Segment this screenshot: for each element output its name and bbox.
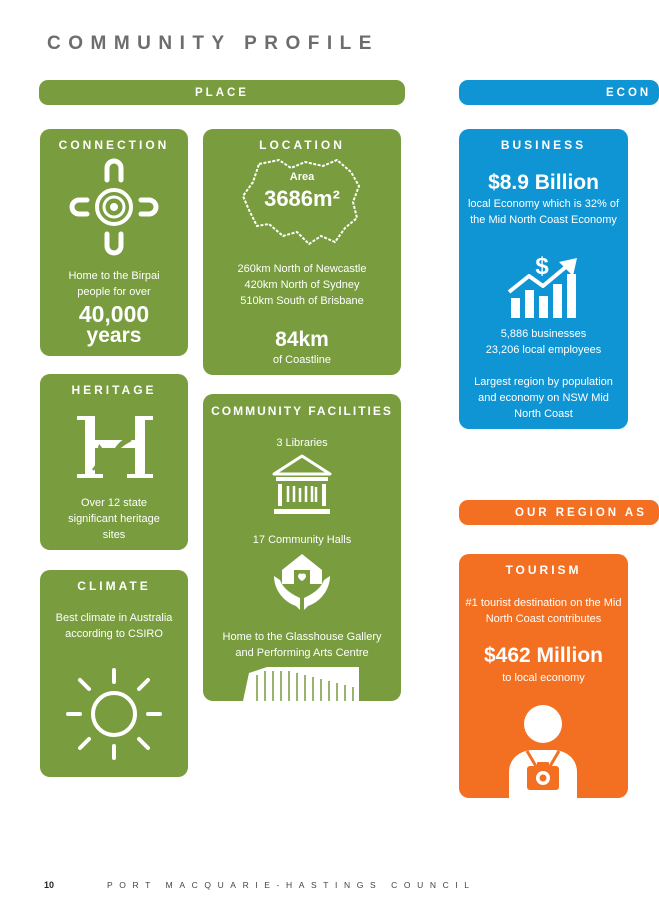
businesses-count: 5,886 businesses — [500, 328, 587, 340]
business-economy-text: local Economy which is 32% of the Mid North Coast Economy — [467, 198, 619, 226]
our-region-section-bar: OUR REGION AS — [459, 500, 659, 525]
tourism-heading: TOURISM — [505, 563, 582, 577]
community-hall-hands-icon — [270, 550, 334, 614]
aboriginal-symbol-icon — [69, 162, 159, 252]
climate-card — [40, 570, 188, 777]
halls-text: 17 Community Halls — [252, 534, 352, 546]
business-economy-value: $8.9 Billion — [488, 171, 599, 194]
distance-sydney: 420km North of Sydney — [244, 279, 360, 291]
footer-organization: PORT MACQUARIE-HASTINGS COUNCIL — [107, 880, 476, 890]
glasshouse-building-icon — [243, 665, 363, 701]
heritage-text: Over 12 state significant heritage sites — [68, 497, 160, 541]
svg-text:$: $ — [535, 253, 549, 280]
heritage-h-leaf-icon — [73, 412, 157, 482]
coastline-label: of Coastline — [272, 354, 332, 366]
tourism-card — [459, 554, 628, 798]
business-heading: BUSINESS — [500, 138, 587, 152]
largest-region-text: Largest region by population and economy on NSW Mid North Coast — [474, 376, 613, 420]
page-number: 10 — [44, 880, 55, 890]
distance-newcastle: 260km North of Newcastle — [237, 263, 367, 275]
gallery-text: Home to the Glasshouse Gallery and Performing Arts Centre — [222, 631, 382, 659]
growth-chart-dollar-icon — [505, 254, 583, 320]
connection-heading: CONNECTION — [58, 138, 170, 152]
libraries-text: 3 Libraries — [276, 437, 328, 449]
connection-big-number: 40,000 — [78, 301, 150, 327]
heritage-card — [40, 374, 188, 550]
tourism-text: #1 tourist destination on the Mid North Coast contributes — [465, 597, 622, 625]
page-title: COMMUNITY PROFILE — [47, 33, 379, 54]
employees-count: 23,206 local employees — [485, 344, 602, 356]
community-facilities-card — [203, 394, 401, 701]
tourism-value: $462 Million — [483, 644, 604, 667]
economy-section-bar: ECON — [459, 80, 659, 105]
tourist-camera-icon — [503, 704, 583, 798]
connection-card — [40, 129, 188, 356]
area-value: 3686m² — [264, 186, 340, 211]
location-heading: LOCATION — [259, 138, 345, 152]
connection-text: Home to the Birpai people for over — [68, 270, 160, 298]
sun-icon — [64, 666, 164, 762]
business-card — [459, 129, 628, 429]
library-building-icon — [272, 454, 332, 516]
tourism-economy-text: to local economy — [502, 672, 585, 684]
connection-big-unit: years — [86, 324, 142, 347]
area-label: Area — [289, 171, 315, 183]
location-card — [203, 129, 401, 375]
heritage-heading: HERITAGE — [71, 383, 157, 397]
climate-text: Best climate in Australia according to CSIRO — [55, 612, 173, 640]
distance-brisbane: 510km South of Brisbane — [240, 295, 364, 307]
coastline-value: 84km — [275, 328, 329, 351]
climate-heading: CLIMATE — [77, 579, 151, 593]
place-section-bar: PLACE — [39, 80, 405, 105]
facilities-heading: COMMUNITY FACILITIES — [211, 404, 393, 418]
